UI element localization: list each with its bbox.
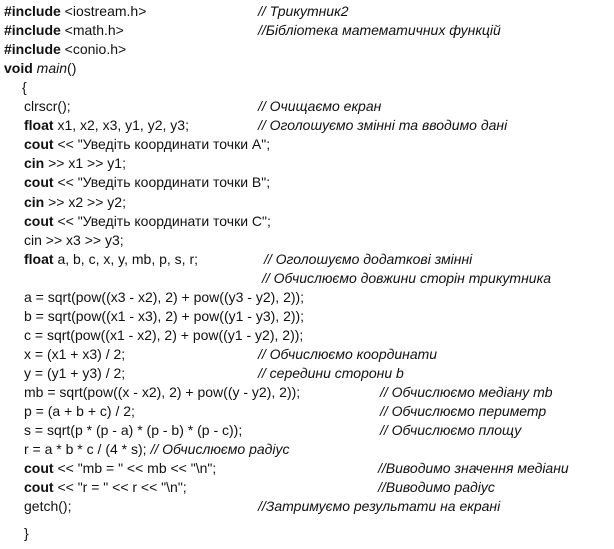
code-text: a = sqrt(pow((x3 - x2), 2) + pow((y3 - y2), 2)); [24, 288, 305, 305]
code-comment: // Очищаємо екран [258, 98, 382, 115]
code-line [24, 307, 614, 326]
code-comment: // середини сторони b [258, 364, 404, 381]
code-text: c = sqrt(pow((x1 - x2), 2) + pow((y1 - y2), 2)); [24, 326, 304, 343]
code-text: main [36, 60, 68, 77]
code-line [24, 135, 614, 154]
code-line [24, 154, 614, 173]
code-comment: // Обчислюємо довжини сторін трикутника [262, 269, 551, 286]
keyword: cout [24, 174, 54, 191]
code-line [0, 269, 614, 288]
code-line [4, 40, 614, 59]
code-comment: // Оголошуємо змінні та вводимо дані [258, 117, 508, 134]
code-comment: //Виводимо значення медіани [378, 460, 569, 477]
code-text: >> x1 >> y1; [44, 155, 126, 172]
code-text: r = a * b * c / (4 * s); [24, 441, 151, 458]
code-line [4, 21, 614, 40]
code-line [24, 478, 614, 497]
code-text: mb = sqrt(pow((x - x2), 2) + pow((y - y2), 2)); [24, 384, 301, 400]
code-text: x = (x1 + x3) / 2; [24, 345, 126, 362]
code-comment: // Обчислюємо площу [380, 422, 522, 439]
keyword: cin [24, 193, 45, 210]
code-comment: // Обчислюємо медіану mb [380, 384, 553, 400]
code-line [24, 440, 614, 459]
code-text: cin >> x3 >> y3; [24, 231, 124, 248]
code-text: >> x2 >> y2; [44, 193, 126, 210]
code-line [24, 524, 614, 543]
code-line [4, 2, 614, 21]
code-text: p = (a + b + c) / 2; [24, 403, 135, 420]
code-line [4, 59, 614, 78]
code-line [24, 402, 614, 421]
code-text: << "mb = " << mb << "\n"; [53, 460, 217, 477]
code-text: << "Уведіть координати точки В"; [53, 174, 271, 191]
code-text: << "r = " << r << "\n"; [53, 479, 187, 496]
code-text: clrscr(); [24, 98, 71, 115]
keyword: cout [24, 136, 54, 153]
code-text: a, b, c, x, y, mb, p, s, r; [53, 250, 199, 267]
keyword: void [4, 60, 33, 77]
code-text: <conio.h> [60, 41, 127, 58]
code-text: () [67, 60, 77, 77]
keyword: #include [4, 41, 61, 58]
code-line [24, 345, 614, 364]
code-text: { [22, 79, 27, 96]
code-line [24, 97, 614, 116]
keyword: float [24, 250, 54, 267]
keyword: cout [24, 460, 54, 477]
keyword: float [24, 117, 54, 134]
code-comment: // Трикутник2 [258, 3, 349, 19]
code-text: b = sqrt(pow((x1 - x3), 2) + pow((y1 - y3), 2)); [24, 307, 305, 324]
code-line [24, 364, 614, 383]
code-comment: // Обчислюємо периметр [380, 403, 547, 420]
code-text: << "Уведіть координати точки С"; [53, 212, 271, 229]
keyword: cout [24, 212, 54, 229]
code-text: <iostream.h> [60, 3, 147, 19]
code-line [24, 231, 614, 250]
code-text: x1, x2, x3, y1, y2, y3; [53, 117, 189, 134]
keyword: #include [4, 3, 61, 19]
keyword: cin [24, 155, 45, 172]
code-comment: // Обчислюємо радіус [150, 441, 290, 458]
code-line [24, 250, 614, 269]
code-line [24, 288, 614, 307]
code-line [24, 193, 614, 212]
code-line [24, 459, 614, 478]
code-line [24, 173, 614, 192]
code-line [24, 383, 614, 402]
code-text: getch(); [24, 498, 72, 515]
keyword: #include [4, 22, 61, 39]
code-line [24, 326, 614, 345]
code-comment: //Затримуємо результати на екрані [258, 498, 501, 515]
code-text: <math.h> [60, 22, 124, 39]
code-line [24, 421, 614, 440]
code-comment: // Обчислюємо координати [258, 345, 438, 362]
code-comment: // Оголошуємо додаткові змінні [264, 250, 473, 267]
code-text: s = sqrt(p * (p - a) * (p - b) * (p - c)); [24, 422, 243, 439]
code-line [24, 497, 614, 516]
code-text: y = (y1 + y3) / 2; [24, 364, 126, 381]
code-line [24, 212, 614, 231]
code-line [24, 116, 614, 135]
keyword: cout [24, 479, 54, 496]
code-line [22, 78, 614, 97]
code-comment: //Бібліотека математичних функцій [258, 22, 501, 39]
code-text: } [24, 525, 29, 541]
code-text: << "Уведіть координати точки А"; [53, 136, 271, 153]
code-comment: //Виводимо радіус [378, 479, 495, 496]
